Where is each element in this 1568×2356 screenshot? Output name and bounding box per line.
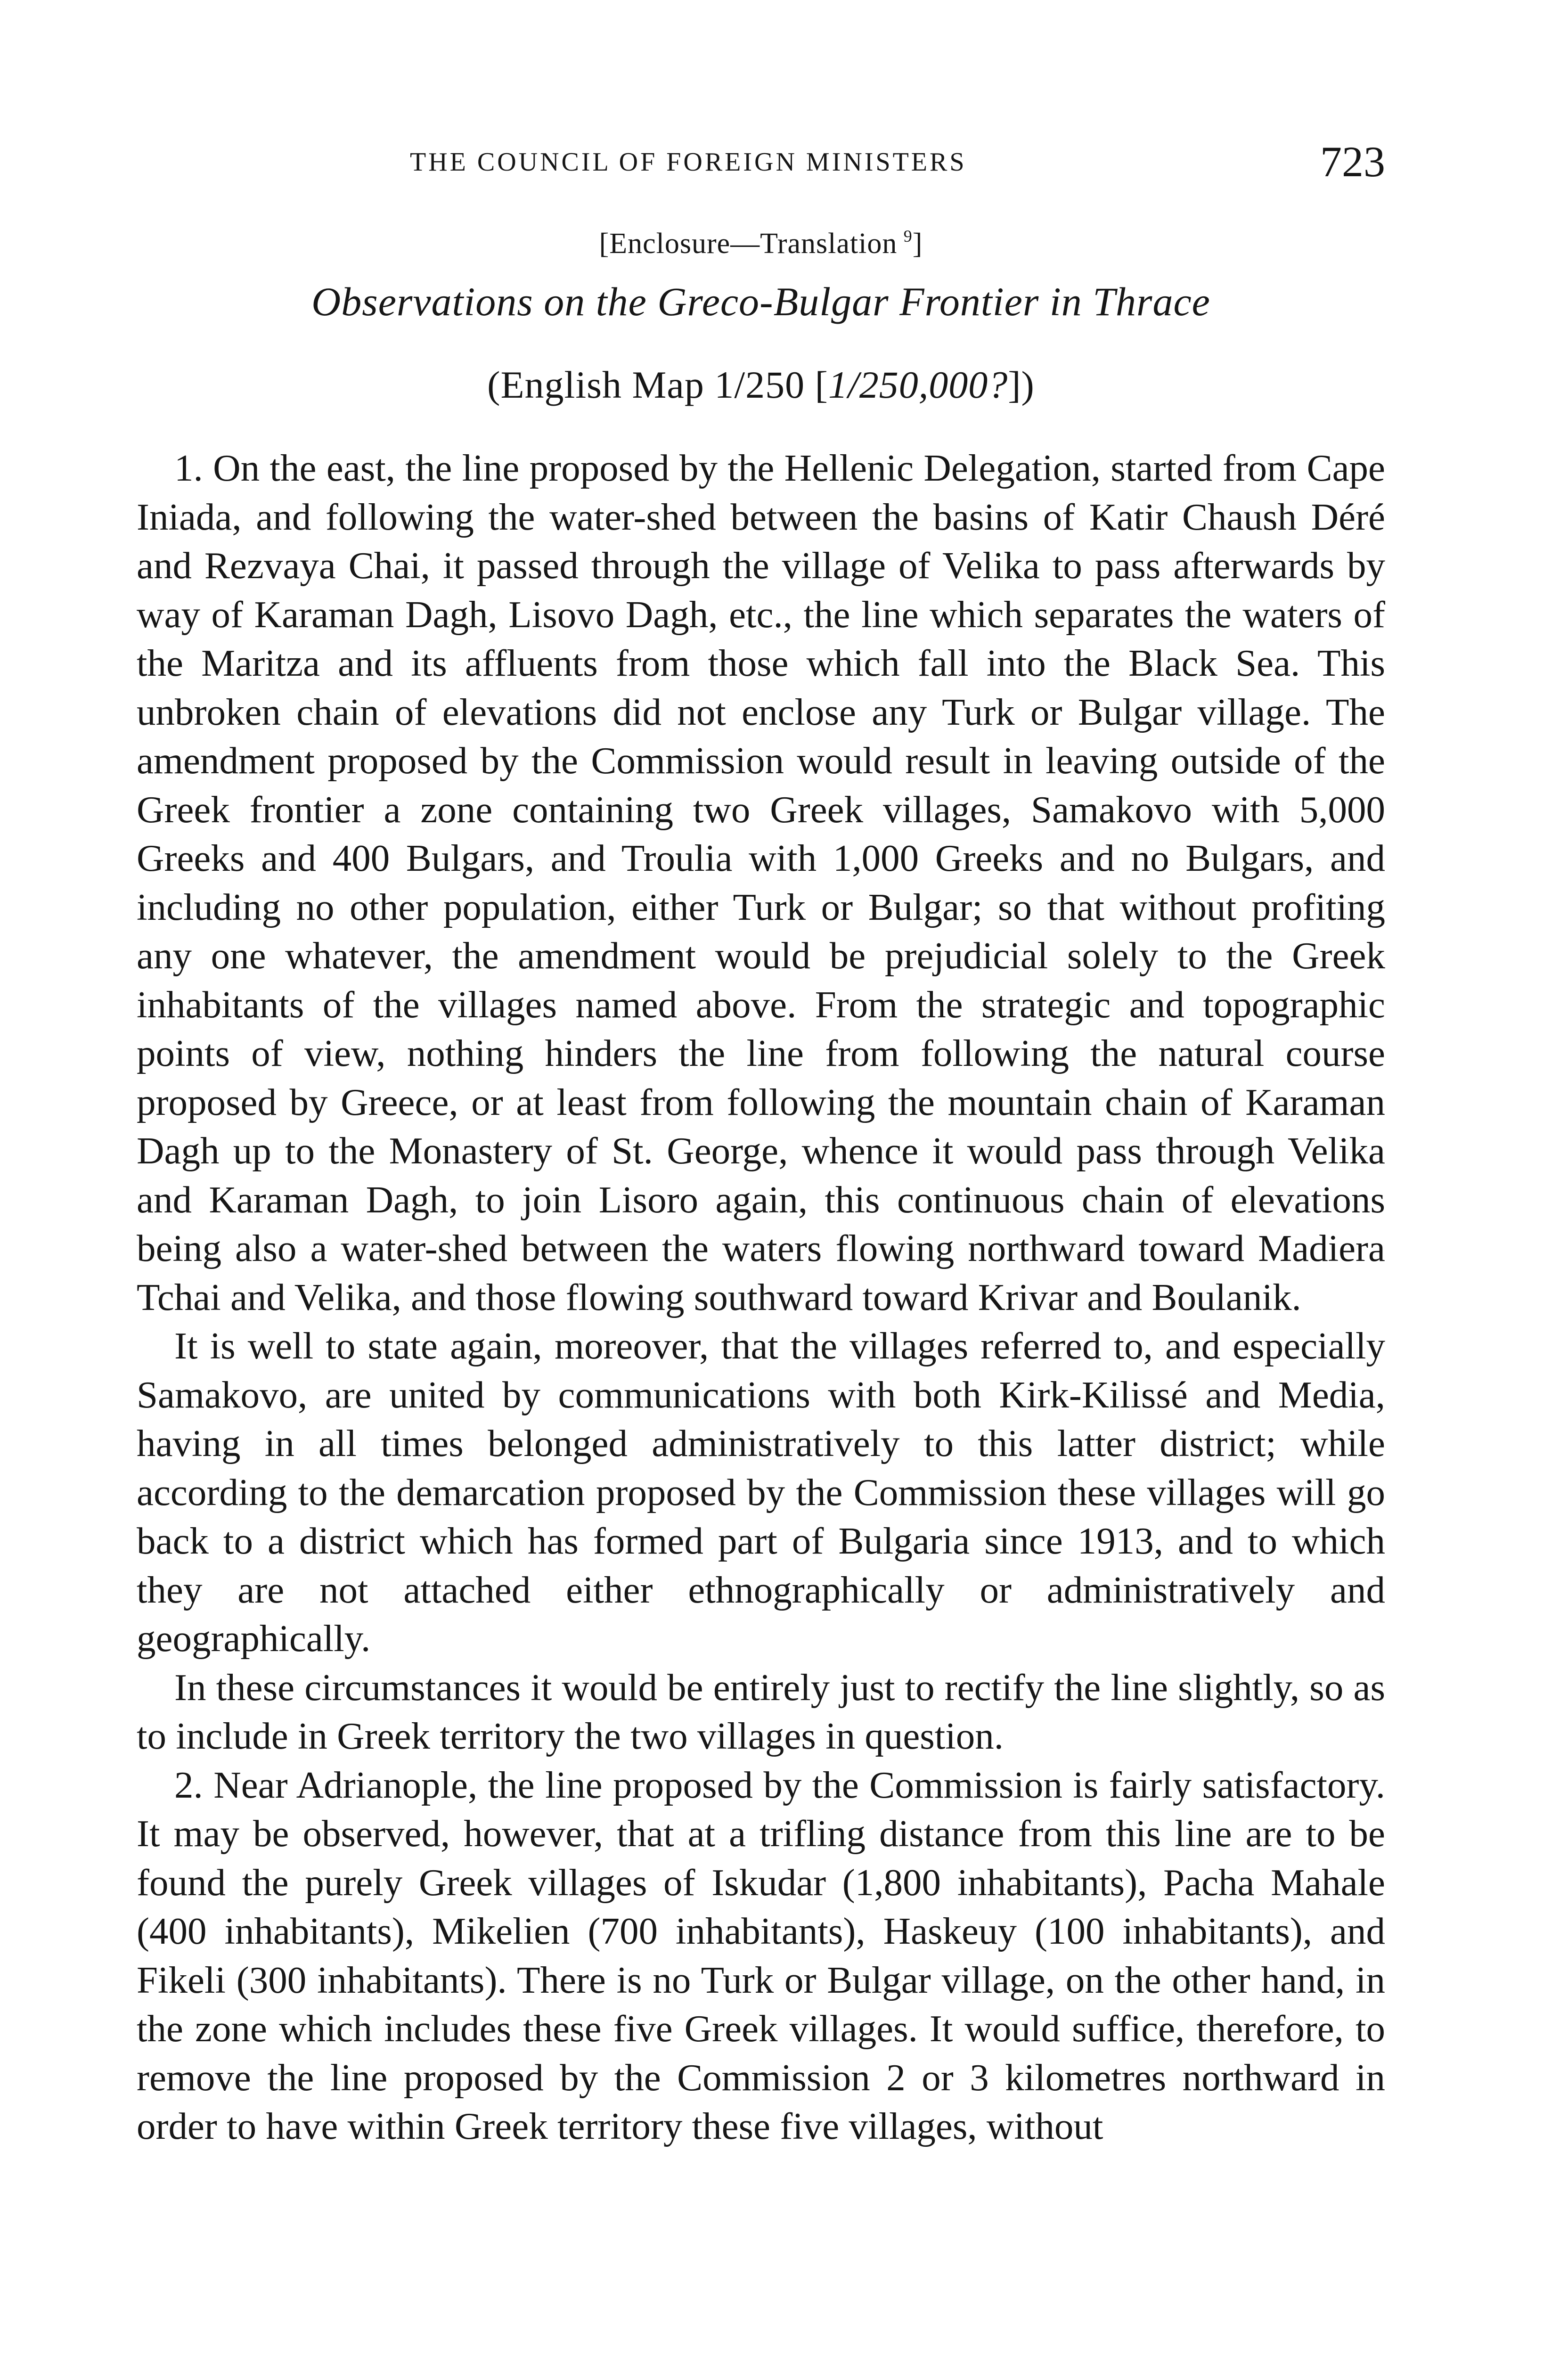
body-text bbox=[137, 444, 1385, 2151]
enclosure-text: [Enclosure—Translation bbox=[599, 228, 898, 260]
paragraph: It is well to state again, moreover, that the villages referred to, and especially Samakovo, are united by communications with both Kirk-Kilissé and Media, having in all times belonged administratively to this latter district; while according to the demarcation proposed by the Commission these villages will go back to a district which has formed part of Bulgaria since 1913, and to which they are not attached either ethnographically or administratively and geographically. bbox=[137, 1325, 1385, 1660]
subtitle-main: (English Map 1/250 [ bbox=[487, 363, 828, 406]
document-subtitle bbox=[137, 363, 1385, 407]
subtitle-italic: 1/250,000? bbox=[828, 363, 1008, 406]
running-header bbox=[137, 138, 1385, 193]
running-title: THE COUNCIL OF FOREIGN MINISTERS bbox=[410, 147, 967, 177]
paragraph: In these circumstances it would be entirely just to rectify the line slightly, so as to include in Greek territory the two villages in question. bbox=[137, 1666, 1385, 1757]
enclosure-close: ] bbox=[912, 228, 923, 260]
footnote-reference: 9 bbox=[903, 227, 913, 245]
page-number: 723 bbox=[1320, 138, 1385, 186]
paragraph: 2. Near Adrianople, the line proposed by the Commission is fairly satisfactory. It may be observed, however, that at a trifling distance from this line are to be found the purely Greek villages of Iskudar (1,800 inhabitants), Pacha Mahale (400 inhabitants), Mikelien (700 inhabitants), Haskeuy (100 inhabitants), and Fikeli (300 inhabitants). There is no Turk or Bulgar village, on the other hand, in the zone which includes these five Greek villages. It would suffice, therefore, to remove the line proposed by the Commission 2 or 3 kilometres northward in order to have within Greek territory these five villages, without bbox=[137, 1763, 1385, 2147]
document-page bbox=[137, 0, 1385, 2356]
subtitle-close: ]) bbox=[1008, 363, 1035, 406]
paragraph: 1. On the east, the line proposed by the Hellenic Delegation, started from Cape Iniada, and following the water-shed between the basins of Katir Chaush Déré and Rezvaya Chai, it passed through the village of Velika to pass afterwards by way of Karaman Dagh, Lisovo Dagh, etc., the line which separates the waters of the Maritza and its affluents from those which fall into the Black Sea. This unbroken chain of elevations did not enclose any Turk or Bulgar village. The amendment proposed by the Commission would result in leaving outside of the Greek frontier a zone containing two Greek villages, Samakovo with 5,000 Greeks and 400 Bulgars, and Troulia with 1,000 Greeks and no Bulgars, and including no other population, either Turk or Bulgar; so that without profiting any one whatever, the amendment would be prejudicial solely to the Greek inhabitants of the villages named above. From the strategic and topographic points of view, nothing hinders the line from following the natural course proposed by Greece, or at least from following the mountain chain of Karaman Dagh up to the Monastery of St. George, whence it would pass through Velika and Karaman Dagh, to join Lisoro again, this continuous chain of elevations being also a water-shed between the waters flowing northward toward Madiera Tchai and Velika, and those flowing southward toward Krivar and Boulanik. bbox=[137, 447, 1385, 1318]
enclosure-label bbox=[137, 226, 1385, 261]
document-title: Observations on the Greco-Bulgar Frontier in Thrace bbox=[311, 279, 1210, 324]
